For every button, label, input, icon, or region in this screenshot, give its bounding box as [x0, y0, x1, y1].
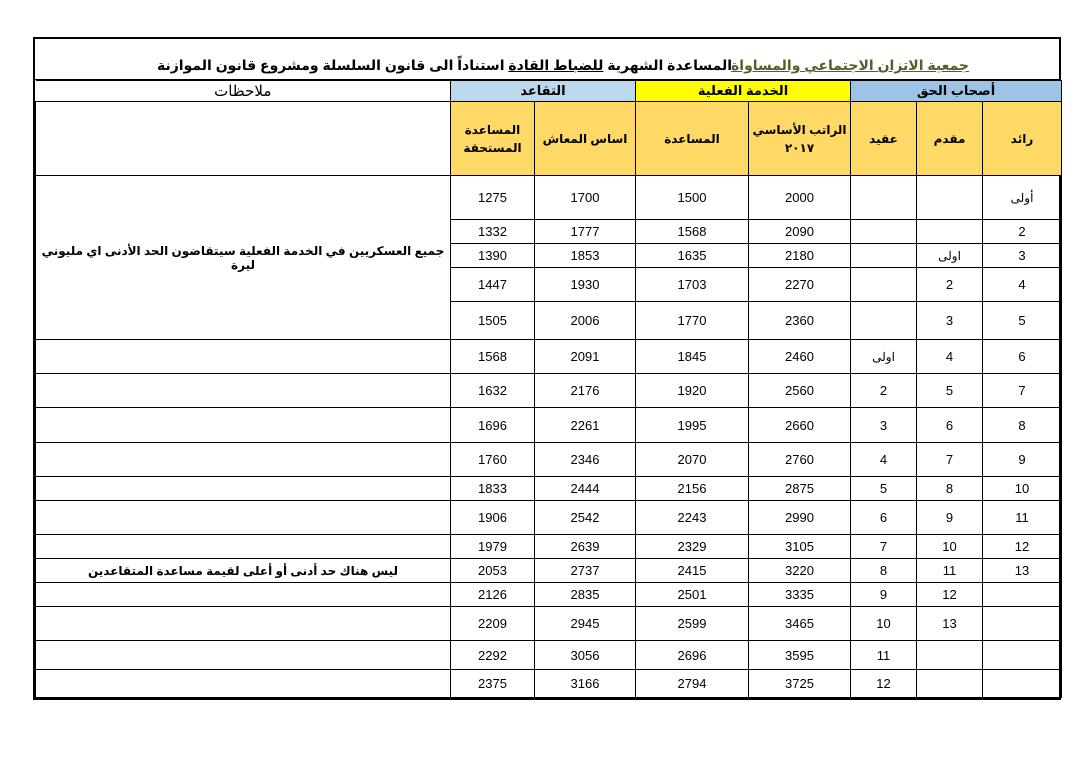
- assistance-header: المساعدة: [636, 102, 749, 176]
- data-table: [35, 80, 1062, 698]
- pension-base-cell: 2542: [535, 501, 636, 535]
- table-row: [36, 443, 1062, 477]
- pension-base-cell: 2346: [535, 443, 636, 477]
- notes-cell: ليس هناك حد أدنى أو أعلى لقيمة مساعدة المتقاعدين: [36, 559, 451, 583]
- base-salary-cell: 2000: [749, 176, 851, 220]
- colonel-cell: [851, 244, 917, 268]
- base-salary-cell: 2760: [749, 443, 851, 477]
- pension-base-cell: 1930: [535, 268, 636, 302]
- notes-cell: [36, 501, 451, 535]
- pension-base-cell: 2639: [535, 535, 636, 559]
- major-cell: 11: [983, 501, 1062, 535]
- colonel-cell: 11: [851, 641, 917, 670]
- major-cell: [983, 641, 1062, 670]
- table-row: [36, 408, 1062, 443]
- lt-colonel-cell: اولى: [917, 244, 983, 268]
- due-assistance-cell: 1696: [451, 408, 535, 443]
- due-assistance-cell: 1979: [451, 535, 535, 559]
- colonel-cell: 9: [851, 583, 917, 607]
- lt-colonel-header: مقدم: [917, 102, 983, 176]
- assistance-cell: 2243: [636, 501, 749, 535]
- pension-base-cell: 3056: [535, 641, 636, 670]
- title-bar: [35, 39, 1059, 80]
- due-assistance-cell: 1906: [451, 501, 535, 535]
- due-assistance-cell: 1390: [451, 244, 535, 268]
- colonel-cell: 5: [851, 477, 917, 501]
- base-salary-cell: 3465: [749, 607, 851, 641]
- retirement-group-header: التقاعد: [451, 81, 636, 102]
- notes-cell: جميع العسكريين في الخدمة الفعلية سيتقاضون الحد الأدنى اي مليوني ليرة: [36, 176, 451, 340]
- base-salary-cell: 2560: [749, 374, 851, 408]
- base-salary-cell: 2875: [749, 477, 851, 501]
- base-salary-cell: 2270: [749, 268, 851, 302]
- assistance-cell: 1568: [636, 220, 749, 244]
- pension-base-cell: 1777: [535, 220, 636, 244]
- assistance-cell: 1920: [636, 374, 749, 408]
- lt-colonel-cell: 13: [917, 607, 983, 641]
- assistance-cell: 1770: [636, 302, 749, 340]
- assistance-cell: 1635: [636, 244, 749, 268]
- assistance-cell: 2156: [636, 477, 749, 501]
- lt-colonel-cell: 5: [917, 374, 983, 408]
- base-salary-cell: 2090: [749, 220, 851, 244]
- base-salary-cell: 3725: [749, 670, 851, 698]
- base-salary-cell: 2460: [749, 340, 851, 374]
- lt-colonel-cell: 8: [917, 477, 983, 501]
- notes-cell: [36, 477, 451, 501]
- colonel-cell: 10: [851, 607, 917, 641]
- major-cell: 9: [983, 443, 1062, 477]
- assistance-cell: 2329: [636, 535, 749, 559]
- title-underlined: للضباط القادة: [508, 57, 604, 73]
- table-row: [36, 583, 1062, 607]
- pension-base-cell: 2737: [535, 559, 636, 583]
- assistance-cell: 1845: [636, 340, 749, 374]
- lt-colonel-cell: 4: [917, 340, 983, 374]
- title-part1: المساعدة الشهرية: [603, 57, 733, 73]
- notes-cell: [36, 408, 451, 443]
- page-title: [157, 57, 732, 73]
- lt-colonel-cell: 11: [917, 559, 983, 583]
- due-assistance-cell: 2375: [451, 670, 535, 698]
- header-row-columns: [36, 102, 1062, 176]
- colonel-header: عقيد: [851, 102, 917, 176]
- due-assistance-cell: 1632: [451, 374, 535, 408]
- table-row: [36, 340, 1062, 374]
- due-assistance-cell: 1332: [451, 220, 535, 244]
- organization-name[interactable]: جمعية الاتزان الاجتماعي والمساواة: [731, 57, 969, 73]
- pension-base-header: اساس المعاش: [535, 102, 636, 176]
- due-assistance-cell: 2292: [451, 641, 535, 670]
- notes-header-blank: [36, 102, 451, 176]
- assistance-cell: 2599: [636, 607, 749, 641]
- pension-base-cell: 2176: [535, 374, 636, 408]
- pension-base-cell: 2444: [535, 477, 636, 501]
- base-salary-cell: 2990: [749, 501, 851, 535]
- table-row: [36, 641, 1062, 670]
- colonel-cell: 12: [851, 670, 917, 698]
- due-assistance-cell: 2126: [451, 583, 535, 607]
- colonel-cell: [851, 268, 917, 302]
- title-part2: استناداً الى قانون السلسلة ومشروع قانون الموازنة: [157, 57, 509, 73]
- due-assistance-cell: 1568: [451, 340, 535, 374]
- lt-colonel-cell: 7: [917, 443, 983, 477]
- colonel-cell: [851, 176, 917, 220]
- table-row: [36, 501, 1062, 535]
- base-salary-cell: 3220: [749, 559, 851, 583]
- active-service-group-header: الخدمة الفعلية: [636, 81, 851, 102]
- base-salary-cell: 3335: [749, 583, 851, 607]
- pension-base-cell: 1853: [535, 244, 636, 268]
- colonel-cell: 6: [851, 501, 917, 535]
- pension-base-cell: 1700: [535, 176, 636, 220]
- table-row: [36, 607, 1062, 641]
- due-assistance-cell: 1275: [451, 176, 535, 220]
- table-row: [36, 477, 1062, 501]
- notes-header: ملاحظات: [36, 81, 451, 102]
- major-cell: أولى: [983, 176, 1062, 220]
- lt-colonel-cell: 12: [917, 583, 983, 607]
- colonel-cell: [851, 302, 917, 340]
- pension-base-cell: 3166: [535, 670, 636, 698]
- major-cell: [983, 670, 1062, 698]
- major-cell: 6: [983, 340, 1062, 374]
- lt-colonel-cell: 3: [917, 302, 983, 340]
- notes-cell: [36, 340, 451, 374]
- lt-colonel-cell: [917, 641, 983, 670]
- pension-base-cell: 2835: [535, 583, 636, 607]
- base-salary-cell: 2180: [749, 244, 851, 268]
- major-cell: 3: [983, 244, 1062, 268]
- table-row: [36, 176, 1062, 220]
- lt-colonel-cell: [917, 176, 983, 220]
- colonel-cell: 4: [851, 443, 917, 477]
- due-assistance-cell: 1447: [451, 268, 535, 302]
- pension-base-cell: 2261: [535, 408, 636, 443]
- lt-colonel-cell: 2: [917, 268, 983, 302]
- major-cell: 4: [983, 268, 1062, 302]
- assistance-cell: 2415: [636, 559, 749, 583]
- notes-cell: [36, 670, 451, 698]
- major-cell: [983, 583, 1062, 607]
- holders-group-header: أصحاب الحق: [851, 81, 1062, 102]
- major-cell: 7: [983, 374, 1062, 408]
- table-row: [36, 535, 1062, 559]
- assistance-cell: 1703: [636, 268, 749, 302]
- due-assistance-cell: 1760: [451, 443, 535, 477]
- pension-base-cell: 2006: [535, 302, 636, 340]
- major-cell: 2: [983, 220, 1062, 244]
- major-cell: 8: [983, 408, 1062, 443]
- notes-cell: [36, 641, 451, 670]
- major-cell: 12: [983, 535, 1062, 559]
- lt-colonel-cell: 6: [917, 408, 983, 443]
- assistance-cell: 2501: [636, 583, 749, 607]
- due-assistance-cell: 2053: [451, 559, 535, 583]
- colonel-cell: [851, 220, 917, 244]
- major-cell: 13: [983, 559, 1062, 583]
- table-row: [36, 670, 1062, 698]
- lt-colonel-cell: 9: [917, 501, 983, 535]
- major-cell: 5: [983, 302, 1062, 340]
- assistance-cell: 2794: [636, 670, 749, 698]
- pension-base-cell: 2091: [535, 340, 636, 374]
- assistance-cell: 2070: [636, 443, 749, 477]
- colonel-cell: 3: [851, 408, 917, 443]
- due-assistance-cell: 1833: [451, 477, 535, 501]
- base-salary-cell: 3105: [749, 535, 851, 559]
- table-row: [36, 559, 1062, 583]
- major-header: رائد: [983, 102, 1062, 176]
- colonel-cell: 7: [851, 535, 917, 559]
- base-salary-cell: 2660: [749, 408, 851, 443]
- notes-cell: [36, 607, 451, 641]
- assistance-cell: 2696: [636, 641, 749, 670]
- header-row-groups: [36, 81, 1062, 102]
- colonel-cell: 8: [851, 559, 917, 583]
- major-cell: 10: [983, 477, 1062, 501]
- colonel-cell: اولى: [851, 340, 917, 374]
- major-cell: [983, 607, 1062, 641]
- base-salary-header: الراتب الأساسي ٢٠١٧: [749, 102, 851, 176]
- assistance-cell: 1995: [636, 408, 749, 443]
- base-salary-cell: 2360: [749, 302, 851, 340]
- notes-cell: [36, 443, 451, 477]
- spreadsheet: [33, 37, 1061, 700]
- due-assistance-cell: 2209: [451, 607, 535, 641]
- lt-colonel-cell: 10: [917, 535, 983, 559]
- base-salary-cell: 3595: [749, 641, 851, 670]
- lt-colonel-cell: [917, 220, 983, 244]
- due-assistance-cell: 1505: [451, 302, 535, 340]
- table-row: [36, 374, 1062, 408]
- lt-colonel-cell: [917, 670, 983, 698]
- due-assistance-header: المساعدة المستحقة: [451, 102, 535, 176]
- notes-cell: [36, 583, 451, 607]
- assistance-cell: 1500: [636, 176, 749, 220]
- pension-base-cell: 2945: [535, 607, 636, 641]
- notes-cell: [36, 374, 451, 408]
- notes-cell: [36, 535, 451, 559]
- colonel-cell: 2: [851, 374, 917, 408]
